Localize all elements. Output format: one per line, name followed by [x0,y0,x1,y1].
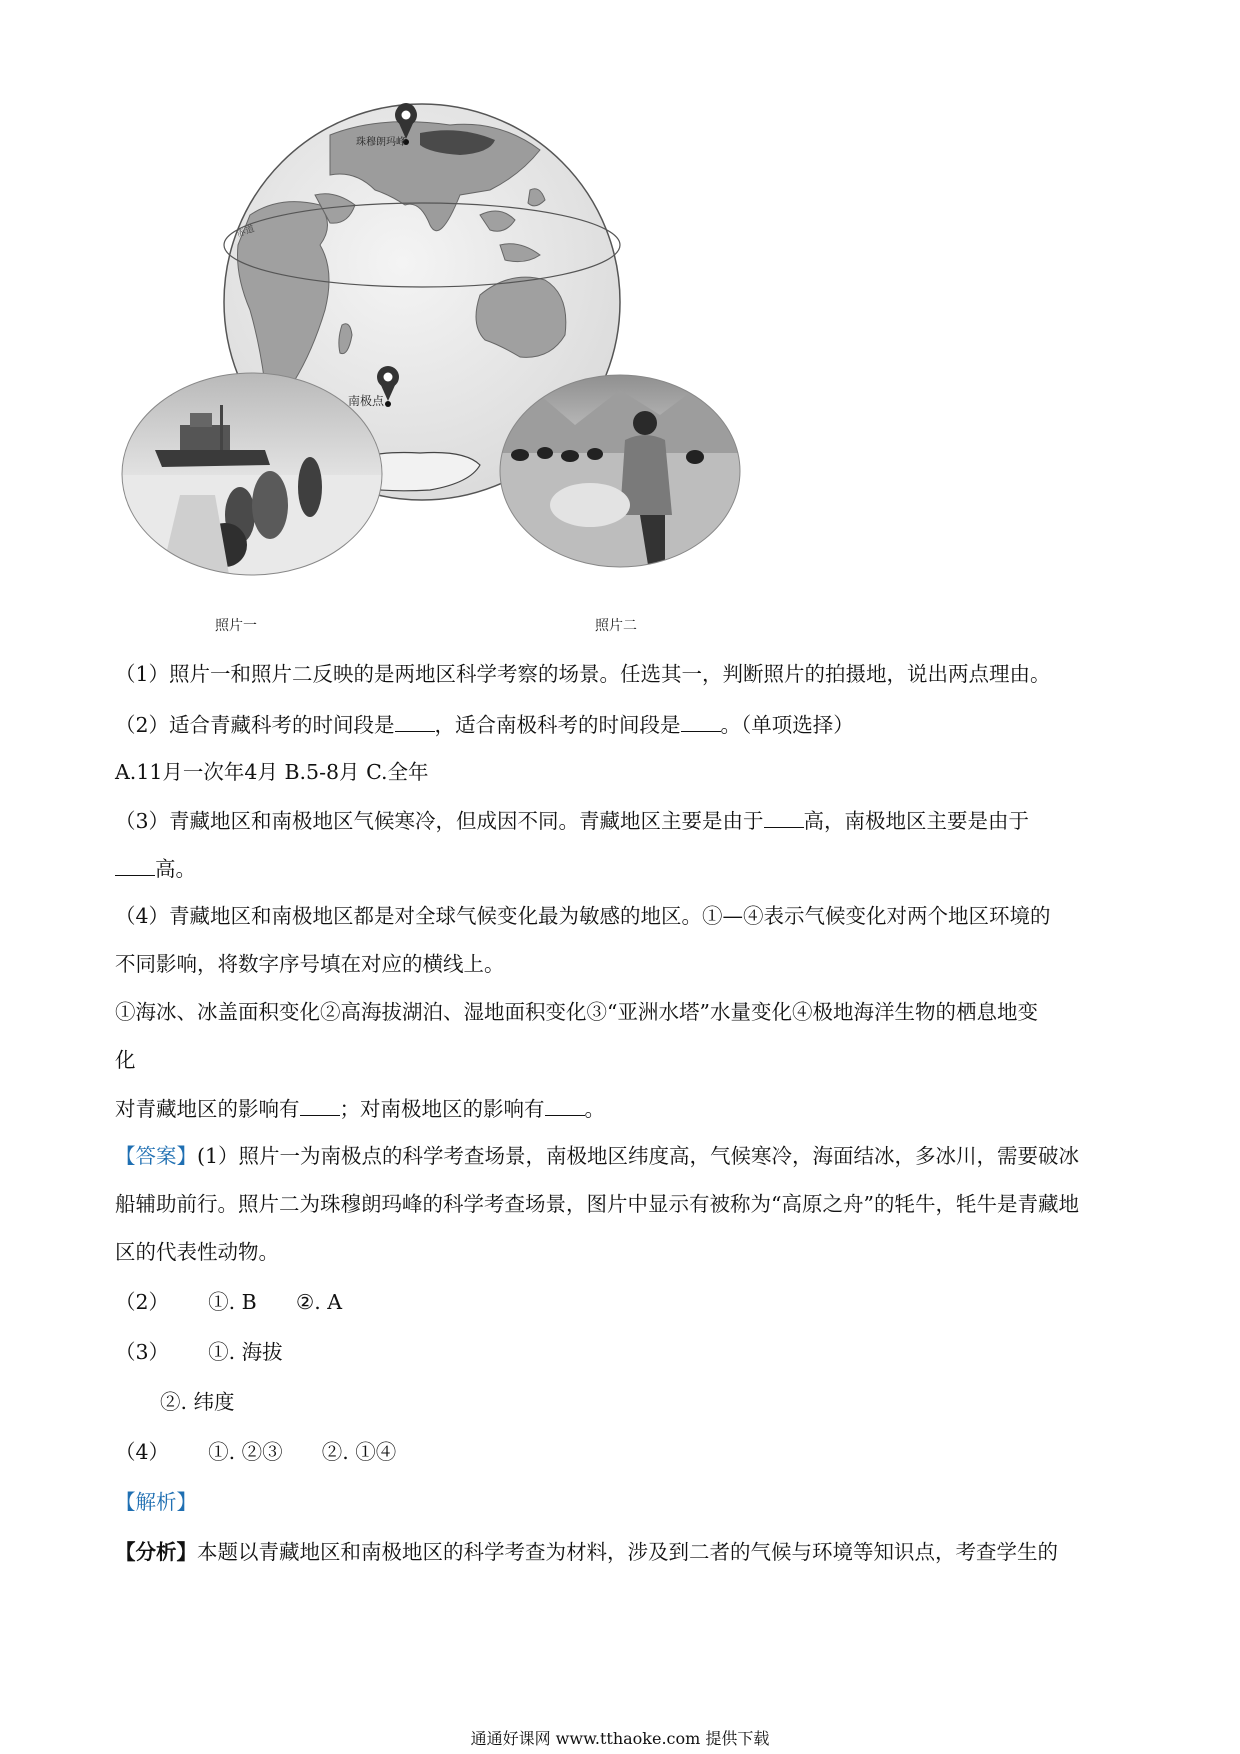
page-footer: 通通好课网 www.tthaoke.com 提供下载 [470,1729,770,1748]
caption-photo-one: 照片一 [215,618,257,634]
question-2 [115,709,854,740]
q3-text-c: 高。 [155,857,196,881]
q4-fill-text-c: 。 [584,1097,605,1121]
q3-text-a: （3）青藏地区和南极地区气候寒冷，但成因不同。青藏地区主要是由于 [115,809,764,833]
answer-4: （4） ①. ②③ ②. ①④ [115,1440,397,1464]
q2-text-c: 。（单项选择） [720,713,854,737]
answer-tag: 【答案】 [115,1144,197,1168]
label-everest: 珠穆朗玛峰 [356,137,406,148]
question-4-line1: （4）青藏地区和南极地区都是对全球气候变化最为敏感的地区。①—④表示气候变化对两个地区环境的 [115,904,1051,928]
question-4-items-line2: 化 [115,1048,136,1072]
caption-photo-two: 照片二 [595,618,637,634]
q2-text-a: （2）适合青藏科考的时间段是 [115,713,395,737]
q4-blank-1 [300,1093,340,1116]
q4-fill-text-b: ；对南极地区的影响有 [339,1097,545,1121]
q3-text-b: 高，南极地区主要是由于 [803,809,1030,833]
question-2-options: A.11月一次年4月 B.5-8月 C.全年 [115,760,429,784]
fenxi-text: 本题以青藏地区和南极地区的科学考查为材料，涉及到二者的气候与环境等知识点，考查学生的 [197,1540,1058,1564]
analysis-tag: 【解析】 [115,1490,197,1514]
label-equator: 赤道 [235,224,256,240]
q3-blank-2 [115,853,155,876]
fenxi-tag: 【分析】 [115,1540,197,1564]
answer-2: （2） ①. B ②. A [115,1290,343,1314]
q4-fill-text-a: 对青藏地区的影响有 [115,1097,300,1121]
q2-blank-1 [395,709,435,732]
label-south-pole: 南极点 [348,394,385,408]
figure-globe-photos [120,95,780,640]
question-4-fill [115,1093,605,1124]
question-3-cont [115,853,196,884]
q2-text-b: ，适合南极科考的时间段是 [434,713,681,737]
answer-3-line1: （3） ①. 海拔 [115,1340,283,1364]
answer-3-line2: ②. 纬度 [160,1390,235,1414]
question-3 [115,805,1029,836]
question-4-items-line1: ①海冰、冰盖面积变化②高海拔湖泊、湿地面积变化③“亚洲水塔”水量变化④极地海洋生物的栖息地变 [115,1000,1038,1024]
question-4-line2: 不同影响，将数字序号填在对应的横线上。 [115,952,505,976]
q3-blank-1 [764,805,804,828]
answer-1-text: (1）照片一为南极点的科学考查场景，南极地区纬度高，气候寒冷，海面结冰，多冰川，需要破冰 [197,1144,1080,1168]
question-1: （1）照片一和照片二反映的是两地区科学考察的场景。任选其一，判断照片的拍摄地，说出两点理由。 [115,662,1051,686]
q4-blank-2 [545,1093,585,1116]
answer-1-line2: 船辅助前行。照片二为珠穆朗玛峰的科学考查场景，图片中显示有被称为“高原之舟”的牦牛，牦牛是青藏地 [115,1192,1079,1216]
analysis-fenxi [115,1537,1058,1567]
answer-1-line3: 区的代表性动物。 [115,1240,279,1264]
q2-blank-2 [681,709,721,732]
answer-1-line1 [115,1141,1079,1171]
